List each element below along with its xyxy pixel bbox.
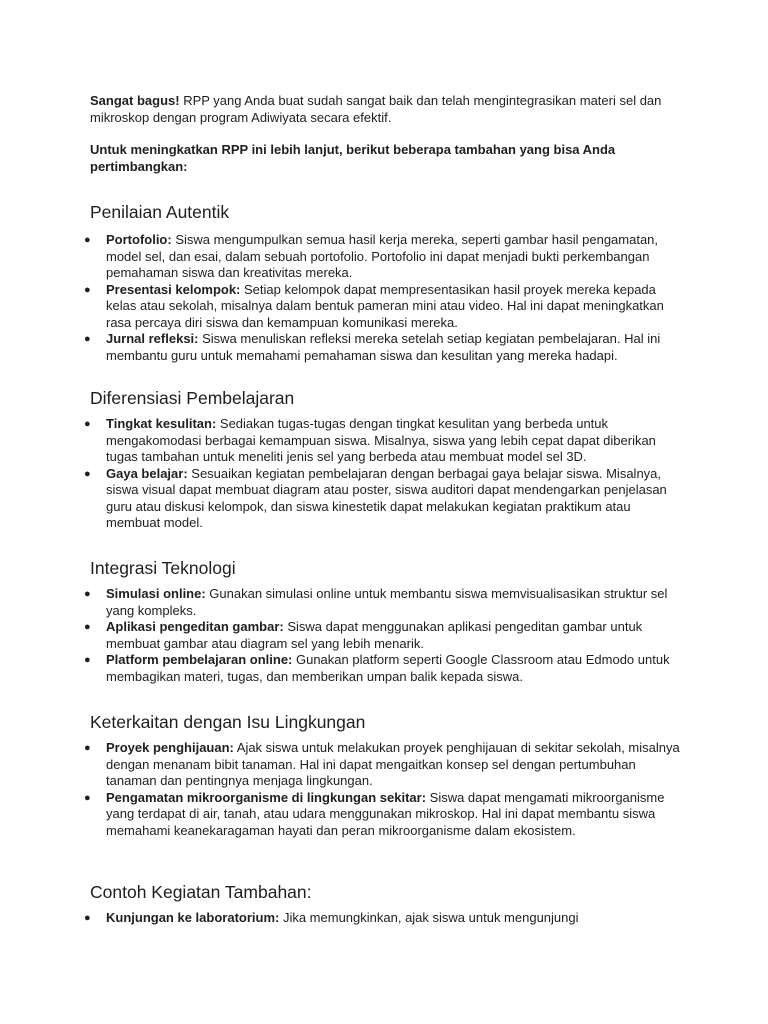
item-text: Ajak siswa untuk melakukan proyek penghijauan di sekitar sekolah, misalnya dengan menanam bibit tanaman. Hal ini dapat mengaitkan konsep sel dengan pertumbuhan tanaman dan pentingnya menjaga lingkungan. [106,740,680,788]
prompt-paragraph: Untuk meningkatkan RPP ini lebih lanjut, berikut beberapa tambahan yang bisa Anda pertimbangkan: [90,142,616,174]
section-list-contoh-kegiatan [0,910,768,927]
item-text: Gunakan simulasi online untuk membantu siswa memvisualisasikan struktur sel yang kompleks. [106,586,668,618]
list-item [0,282,686,332]
list-item [0,331,686,364]
bullet-icon: ● [84,467,91,480]
item-term: Portofolio: [106,232,172,247]
section-heading-penilaian-autentik: Penilaian Autentik [90,202,230,222]
bullet-icon: ● [84,912,91,924]
intro-lead-text: RPP yang Anda buat sudah sangat baik dan telah mengintegrasikan materi sel dan mikroskop dengan program Adiwiyata secara efektif. [90,93,662,125]
item-text: Siswa mengumpulkan semua hasil kerja mereka, seperti gambar hasil pengamatan, model sel, dan esai, dalam sebuah portofolio. Portofolio ini dapat menjadi bukti perkembangan pemahaman siswa dan kreativitas mereka. [106,232,659,280]
item-text: Siswa dapat menggunakan aplikasi pengeditan gambar untuk membuat gambar atau diagram sel yang lebih menarik. [106,619,643,651]
list-item [0,466,686,532]
list-item [0,416,686,466]
section-heading-contoh-kegiatan: Contoh Kegiatan Tambahan: [90,882,312,902]
section-heading-diferensiasi: Diferensiasi Pembelajaran [90,388,295,408]
bullet-icon: ● [84,791,91,804]
intro-lead-bold: Sangat bagus! [90,93,180,108]
list-item [0,619,686,652]
bullet-icon: ● [84,418,91,430]
item-term: Aplikasi pengeditan gambar: [106,619,284,634]
section-list-diferensiasi [0,416,768,532]
item-term: Gaya belajar: [106,465,188,481]
item-term: Jurnal refleksi: [106,331,199,346]
section-heading-isu-lingkungan: Keterkaitan dengan Isu Lingkungan [90,712,366,732]
item-text: Jika memungkinkan, ajak siswa untuk mengunjungi [279,910,579,925]
item-text: Siswa menuliskan refleksi mereka setelah setiap kegiatan pembelajaran. Hal ini membantu guru untuk memahami pemahaman siswa dan kesulitan yang mereka hadapi. [106,331,661,363]
section-heading-integrasi-teknologi: Integrasi Teknologi [90,558,236,578]
item-term: Simulasi online: [106,586,206,601]
intro-paragraph [90,93,690,126]
item-term: Tingkat kesulitan: [106,416,217,431]
bullet-icon: ● [84,333,91,345]
list-item [0,232,686,282]
item-text: Siswa dapat mengamati mikroorganisme yang terdapat di air, tanah, atau udara menggunakan mikroskop. Hal ini dapat membantu siswa memahami keanekaragaman hayati dan peran mikroorganisme dalam ekosistem. [106,789,665,838]
item-text: Sediakan tugas-tugas dengan tingkat kesulitan yang berbeda untuk mengakomodasi berbagai kemampuan siswa. Misalnya, siswa yang lebih cepat dapat diberikan tugas tambahan untuk meneliti jenis sel yang berbeda atau membuat model sel 3D. [106,416,656,464]
bullet-icon: ● [84,588,91,600]
item-text: Gunakan platform seperti Google Classroom atau Edmodo untuk membagikan materi, tugas, dan memberikan umpan balik kepada siswa. [106,652,670,684]
bullet-icon: ● [84,621,91,633]
list-item [0,586,686,619]
bullet-icon: ● [84,654,91,666]
item-term: Presentasi kelompok: [106,281,241,297]
item-term: Proyek penghijauan: [106,740,234,755]
item-term: Pengamatan mikroorganisme di lingkungan sekitar: [106,789,427,805]
section-list-penilaian-autentik [0,232,768,364]
bullet-icon: ● [84,742,91,754]
item-term: Kunjungan ke laboratorium: [106,910,280,925]
section-list-integrasi-teknologi [0,586,768,685]
list-item [0,910,686,927]
list-item [0,790,686,840]
list-item [0,740,686,790]
section-list-isu-lingkungan [0,740,768,839]
item-text: Sesuaikan kegiatan pembelajaran dengan berbagai gaya belajar siswa. Misalnya, siswa visual dapat membuat diagram atau poster, siswa auditori dapat mendengarkan penjelasan guru atau diskusi kelompok, dan siswa kinestetik dapat melakukan kegiatan praktikum atau membuat model. [106,465,667,530]
list-item [0,652,686,685]
item-term: Platform pembelajaran online: [106,652,293,667]
bullet-icon: ● [84,283,91,296]
item-text: Setiap kelompok dapat mempresentasikan hasil proyek mereka kepada kelas atau sekolah, misalnya dalam bentuk pameran mini atau video. Hal ini dapat meningkatkan rasa percaya diri siswa dan kemampuan komunikasi mereka. [106,281,664,330]
bullet-icon: ● [84,234,91,246]
